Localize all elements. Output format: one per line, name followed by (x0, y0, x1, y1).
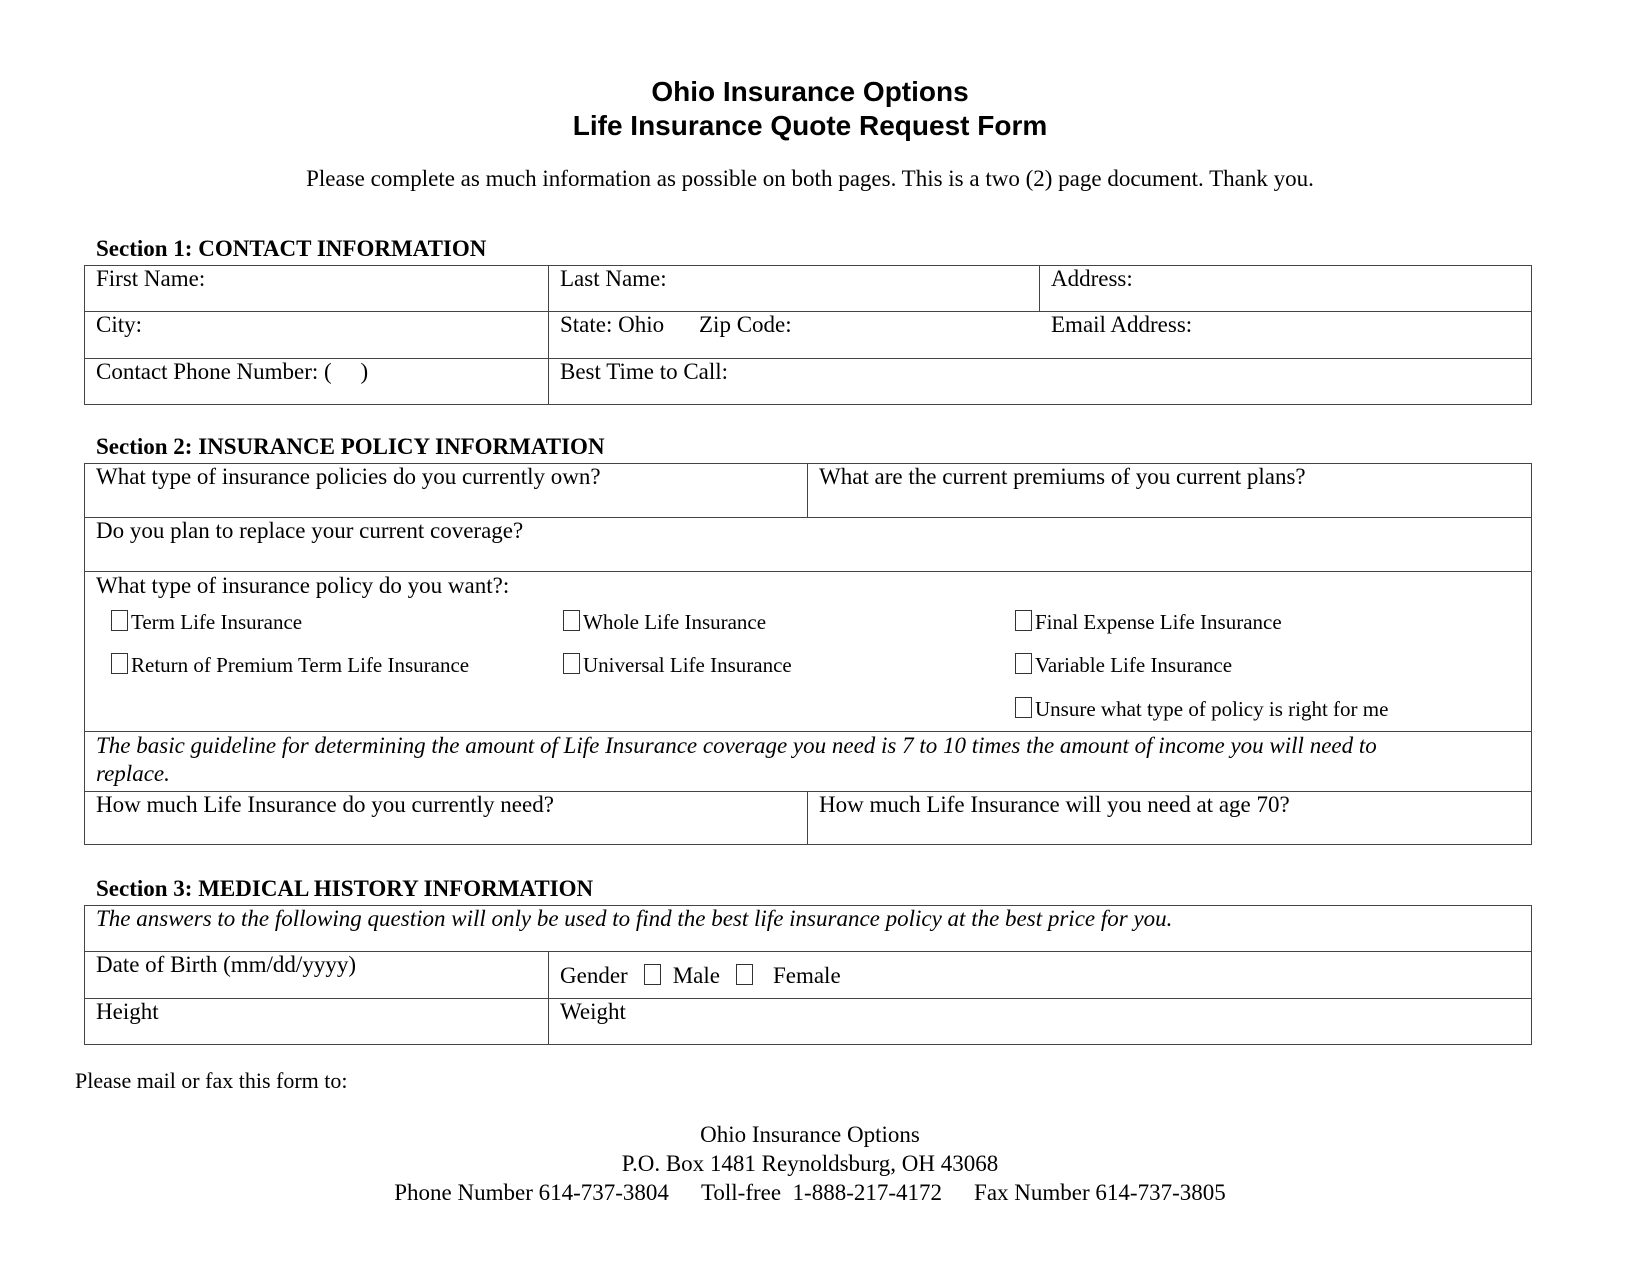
footer-fax: Fax Number 614-737-3805 (974, 1180, 1226, 1205)
option-universal-life[interactable]: Universal Life Insurance (563, 653, 792, 678)
section3-heading: Section 3: MEDICAL HISTORY INFORMATION (96, 876, 594, 901)
checkbox[interactable] (111, 653, 128, 674)
form-title-line2: Life Insurance Quote Request Form (572, 110, 1048, 141)
first-name-field[interactable]: First Name: (96, 266, 206, 291)
dob-field[interactable]: Date of Birth (mm/dd/yyyy) (96, 952, 356, 977)
guideline-text-line1: The basic guideline for determining the amount of Life Insurance coverage you need is 7 to 10 times the amount of income you will need to (96, 733, 1377, 758)
form-title-line1: Ohio Insurance Options (651, 76, 969, 107)
option-final-expense[interactable]: Final Expense Life Insurance (1015, 610, 1282, 635)
replace-coverage-field[interactable]: Do you plan to replace your current coverage? (96, 518, 524, 543)
checkbox[interactable] (1015, 697, 1032, 718)
footer-address: P.O. Box 1481 Reynoldsburg, OH 43068 (621, 1151, 999, 1176)
option-return-of-premium[interactable]: Return of Premium Term Life Insurance (111, 653, 469, 678)
phone-field[interactable]: Contact Phone Number: ( ) (96, 359, 369, 384)
female-checkbox[interactable] (736, 964, 753, 985)
address-field[interactable]: Address: (1051, 266, 1133, 291)
email-field[interactable]: Email Address: (1051, 312, 1193, 337)
zip-code-field[interactable]: Zip Code: (699, 312, 792, 337)
option-term-life[interactable]: Term Life Insurance (111, 610, 302, 635)
guideline-text-line2: replace. (96, 761, 170, 786)
city-field[interactable]: City: (96, 312, 143, 337)
footer-contacts (0, 1180, 1620, 1206)
checkbox[interactable] (563, 610, 580, 631)
male-checkbox[interactable] (644, 964, 661, 985)
height-field[interactable]: Height (96, 999, 159, 1024)
option-unsure[interactable]: Unsure what type of policy is right for me (1015, 697, 1388, 722)
checkbox[interactable] (563, 653, 580, 674)
checkbox[interactable] (1015, 653, 1032, 674)
last-name-field[interactable]: Last Name: (560, 266, 667, 291)
intro-text: Please complete as much information as possible on both pages. This is a two (2) page document. Thank you. (306, 166, 1314, 191)
current-premiums-field[interactable]: What are the current premiums of you current plans? (819, 464, 1306, 489)
footer-tollfree: Toll-free 1-888-217-4172 (700, 1180, 943, 1205)
current-policies-field[interactable]: What type of insurance policies do you currently own? (96, 464, 601, 489)
weight-field[interactable]: Weight (560, 999, 626, 1024)
footer-company: Ohio Insurance Options (700, 1122, 920, 1147)
medical-note: The answers to the following question will only be used to find the best life insurance policy at the best price for you. (96, 906, 1173, 931)
option-variable-life[interactable]: Variable Life Insurance (1015, 653, 1232, 678)
best-time-field[interactable]: Best Time to Call: (560, 359, 729, 384)
gender-field: Gender Male Female (560, 963, 841, 988)
checkbox[interactable] (1015, 610, 1032, 631)
footer-phone: Phone Number 614-737-3804 (394, 1180, 669, 1205)
option-whole-life[interactable]: Whole Life Insurance (563, 610, 766, 635)
mail-instruction: Please mail or fax this form to: (75, 1068, 348, 1093)
state-field[interactable]: State: Ohio (560, 312, 665, 337)
need-now-field[interactable]: How much Life Insurance do you currently need? (96, 792, 554, 817)
policy-wanted-label: What type of insurance policy do you want?: (96, 573, 510, 598)
need-at-70-field[interactable]: How much Life Insurance will you need at age 70? (819, 792, 1290, 817)
checkbox[interactable] (111, 610, 128, 631)
section2-heading: Section 2: INSURANCE POLICY INFORMATION (96, 434, 605, 459)
section1-heading: Section 1: CONTACT INFORMATION (96, 236, 487, 261)
